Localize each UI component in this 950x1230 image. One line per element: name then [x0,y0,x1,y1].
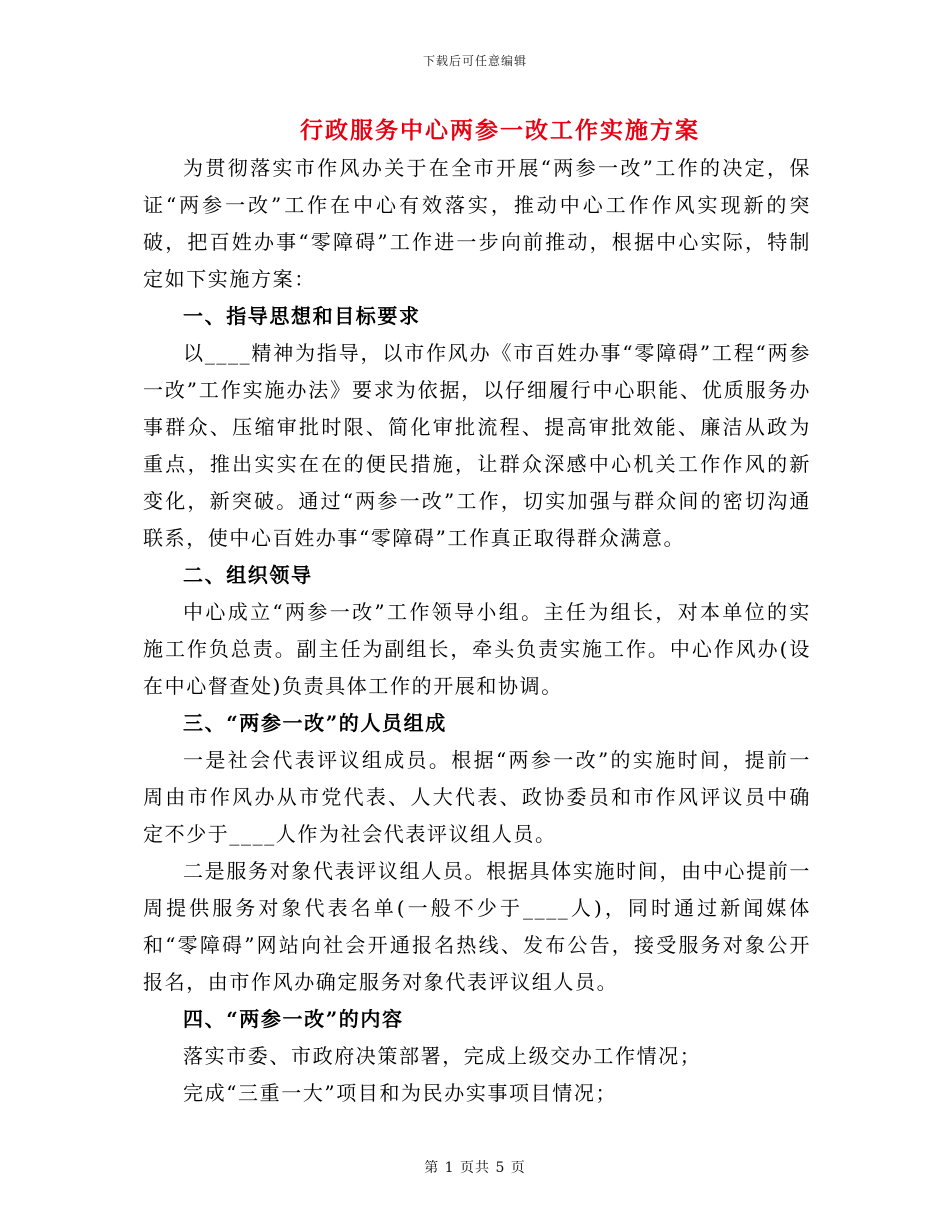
section-heading-2: 二、组织领导 [183,563,313,587]
document-body [143,150,811,1112]
section-1-paragraph-1: 以____精神为指导，以市作风办《市百姓办事“零障碍”工程“两参一改”工作实施办法》要求为依据，以仔细履行中心职能、优质服务办事群众、压缩审批时限、简化审批流程、提高审批效能、廉洁从政为重点，推出实实在在的便民措施，让群众深感中心机关工作作风的新变化，新突破。通过“两参一改”工作，切实加强与群众间的密切沟通联系，使中心百姓办事“零障碍”工作真正取得群众满意。 [143,341,811,550]
section-heading-1: 一、指导思想和目标要求 [183,304,421,328]
section-4-paragraph-1: 落实市委、市政府决策部署，完成上级交办工作情况； [183,1044,702,1068]
section-heading-4: 四、“两参一改”的内容 [183,1007,404,1031]
section-3-paragraph-1: 一是社会代表评议组成员。根据“两参一改”的实施时间，提前一周由市作风办从市党代表、人大代表、政协委员和市作风评议员中确定不少于____人作为社会代表评议组人员。 [143,748,811,846]
section-2-paragraph-1: 中心成立“两参一改”工作领导小组。主任为组长，对本单位的实施工作负总责。副主任为副组长，牵头负责实施工作。中心作风办(设在中心督查处)负责具体工作的开展和协调。 [143,600,811,698]
page-footer: 第 1 页共 5 页 [424,1160,526,1176]
section-3-paragraph-2: 二是服务对象代表评议组人员。根据具体实施时间，由中心提前一周提供服务对象代表名单(一般不少于____人)，同时通过新闻媒体和“零障碍”网站向社会开通报名热线、发布公告，接受服务对象公开报名，由市作风办确定服务对象代表评议组人员。 [143,859,811,994]
section-heading-3: 三、“两参一改”的人员组成 [183,711,447,735]
header-note: 下载后可任意编辑 [422,54,527,68]
intro-paragraph: 为贯彻落实市作风办关于在全市开展“两参一改”工作的决定，保证“两参一改”工作在中心有效落实，推动中心工作作风实现新的突破，把百姓办事“零障碍”工作进一步向前推动，根据中心实际，特制定如下实施方案： [143,156,811,291]
document-title: 行政服务中心两参一改工作实施方案 [300,117,700,144]
section-4-paragraph-2: 完成“三重一大”项目和为民办实事项目情况； [183,1081,618,1105]
